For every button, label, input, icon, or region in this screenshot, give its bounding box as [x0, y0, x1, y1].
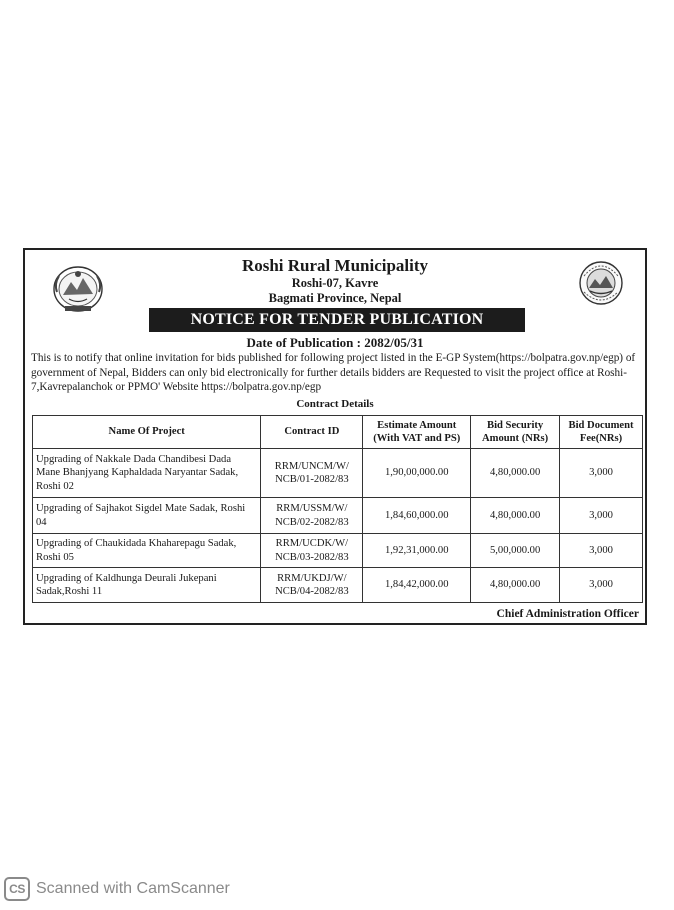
signatory-title: Chief Administration Officer	[496, 608, 639, 620]
estimate-cell: 1,84,60,000.00	[363, 498, 471, 534]
table-row	[33, 568, 643, 603]
project-name-cell: Upgrading of Chaukidada Khaharepagu Sadak, Roshi 05	[33, 534, 261, 568]
contract-id-cell: RRM/USSM/W/ NCB/02-2082/83	[261, 498, 363, 534]
header-project: Name Of Project	[33, 416, 261, 449]
fee-cell: 3,000	[560, 449, 643, 498]
camscanner-watermark	[4, 876, 230, 902]
table-row	[33, 449, 643, 498]
header-fee: Bid Document Fee(NRs)	[560, 416, 643, 449]
estimate-cell: 1,92,31,000.00	[363, 534, 471, 568]
estimate-cell: 1,84,42,000.00	[363, 568, 471, 603]
publication-date: Date of Publication : 2082/05/31	[246, 335, 424, 350]
address-line-province: Bagmati Province, Nepal	[268, 291, 402, 305]
fee-cell: 3,000	[560, 568, 643, 603]
contract-id-cell: RRM/UKDJ/W/ NCB/04-2082/83	[261, 568, 363, 603]
contract-id-cell: RRM/UNCM/W/ NCB/01-2082/83	[261, 449, 363, 498]
intro-paragraph: This is to notify that online invitation for bids published for following project listed in the E-GP System(https://bolpatra.gov.np/egp) of government of Nepal, Bidders can only bid electronically for further details bidders are Requested to visit the project office at Roshi-7,Kavrepalanchok or PPMO' Website https://bolpatra.gov.np/egp	[31, 352, 636, 394]
fee-cell: 3,000	[560, 498, 643, 534]
municipality-name: Roshi Rural Municipality	[241, 256, 429, 275]
notice-title-banner: NOTICE FOR TENDER PUBLICATION	[149, 308, 525, 332]
table-header-row	[33, 416, 643, 449]
fee-cell: 3,000	[560, 534, 643, 568]
security-cell: 4,80,000.00	[471, 449, 560, 498]
project-name-cell: Upgrading of Nakkale Dada Chandibesi Dada Mane Bhanjyang Kaphaldada Naryantar Sadak, Roshi 02	[33, 449, 261, 498]
municipality-header	[25, 256, 645, 306]
security-cell: 4,80,000.00	[471, 568, 560, 603]
header-security: Bid Security Amount (NRs)	[471, 416, 560, 449]
security-cell: 5,00,000.00	[471, 534, 560, 568]
estimate-cell: 1,90,00,000.00	[363, 449, 471, 498]
camscanner-logo-icon: CS	[4, 877, 30, 901]
watermark-text: Scanned with CamScanner	[36, 880, 230, 897]
security-cell: 4,80,000.00	[471, 498, 560, 534]
tender-notice	[23, 248, 647, 625]
address-line-ward: Roshi-07, Kavre	[291, 276, 379, 290]
roshi-municipality-seal-icon	[578, 258, 624, 306]
tender-table	[32, 415, 643, 603]
header-contract-id: Contract ID	[261, 416, 363, 449]
contract-id-cell: RRM/UCDK/W/ NCB/03-2082/83	[261, 534, 363, 568]
table-row	[33, 498, 643, 534]
project-name-cell: Upgrading of Sajhakot Sigdel Mate Sadak, Roshi 04	[33, 498, 261, 534]
table-row	[33, 534, 643, 568]
project-name-cell: Upgrading of Kaldhunga Deurali Jukepani Sadak,Roshi 11	[33, 568, 261, 603]
header-estimate: Estimate Amount (With VAT and PS)	[363, 416, 471, 449]
contract-details-heading: Contract Details	[296, 398, 374, 410]
